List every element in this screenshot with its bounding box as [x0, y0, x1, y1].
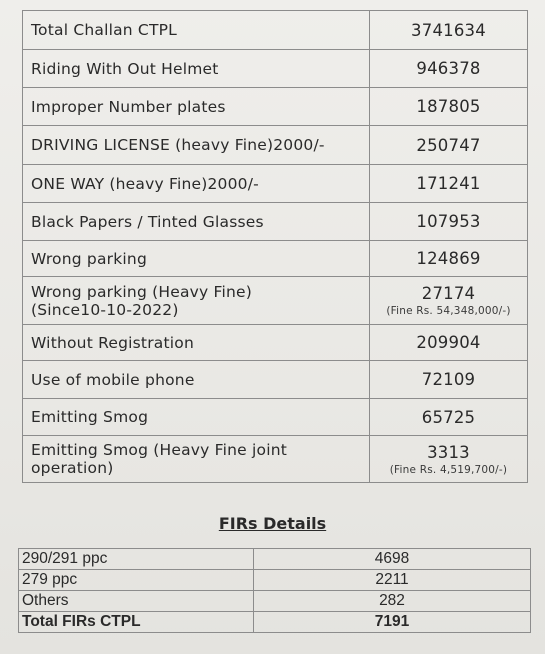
row-label: Black Papers / Tinted Glasses — [23, 203, 370, 241]
row-label: 279 ppc — [19, 570, 254, 591]
firs-table — [18, 548, 531, 633]
row-label: DRIVING LICENSE (heavy Fine)2000/- — [23, 126, 370, 165]
row-value: 250747 — [370, 126, 528, 165]
total-row — [19, 612, 531, 633]
row-value: 2211 — [254, 570, 531, 591]
row-label: Emitting Smog (Heavy Fine joint operation) — [23, 436, 370, 483]
table-row — [23, 436, 528, 483]
table-row — [23, 399, 528, 436]
row-label: Others — [19, 591, 254, 612]
row-label: Use of mobile phone — [23, 361, 370, 399]
table-row — [23, 361, 528, 399]
table-row — [23, 126, 528, 165]
row-value: 3741634 — [370, 11, 528, 50]
row-value: 946378 — [370, 50, 528, 88]
table-row — [23, 165, 528, 203]
fine-note: (Fine Rs. 54,348,000/-) — [386, 305, 511, 317]
row-value-number: 27174 — [421, 284, 476, 303]
row-value: 187805 — [370, 88, 528, 126]
fine-note: (Fine Rs. 4,519,700/-) — [389, 463, 508, 476]
row-label: Total Challan CTPL — [23, 11, 370, 50]
table-row — [19, 570, 531, 591]
row-label: 290/291 ppc — [19, 549, 254, 570]
table-row — [23, 88, 528, 126]
row-value — [370, 436, 528, 483]
table-row — [23, 50, 528, 88]
table-row — [23, 203, 528, 241]
row-value: 107953 — [370, 203, 528, 241]
table-row — [23, 241, 528, 277]
row-label-line2: (Since10-10-2022) — [31, 300, 179, 319]
table-row — [23, 277, 528, 325]
table-row — [23, 11, 528, 50]
row-label: Total FIRs CTPL — [19, 612, 254, 633]
row-value: 282 — [254, 591, 531, 612]
row-label: Riding With Out Helmet — [23, 50, 370, 88]
row-value — [370, 277, 528, 325]
row-label: Without Registration — [23, 325, 370, 361]
row-value: 7191 — [254, 612, 531, 633]
row-value: 209904 — [370, 325, 528, 361]
table-row — [19, 591, 531, 612]
row-value: 124869 — [370, 241, 528, 277]
row-label — [23, 277, 370, 325]
firs-details-title: FIRs Details — [218, 514, 327, 533]
row-label: Improper Number plates — [23, 88, 370, 126]
row-label: ONE WAY (heavy Fine)2000/- — [23, 165, 370, 203]
challan-table — [22, 10, 528, 483]
table-row — [23, 325, 528, 361]
row-value-number: 3313 — [427, 442, 470, 462]
row-value: 4698 — [254, 549, 531, 570]
row-label: Wrong parking — [23, 241, 370, 277]
table-row — [19, 549, 531, 570]
row-label-line1: Wrong parking (Heavy Fine) — [31, 282, 253, 301]
row-value: 65725 — [370, 399, 528, 436]
row-value: 72109 — [370, 361, 528, 399]
row-label: Emitting Smog — [23, 399, 370, 436]
row-value: 171241 — [370, 165, 528, 203]
